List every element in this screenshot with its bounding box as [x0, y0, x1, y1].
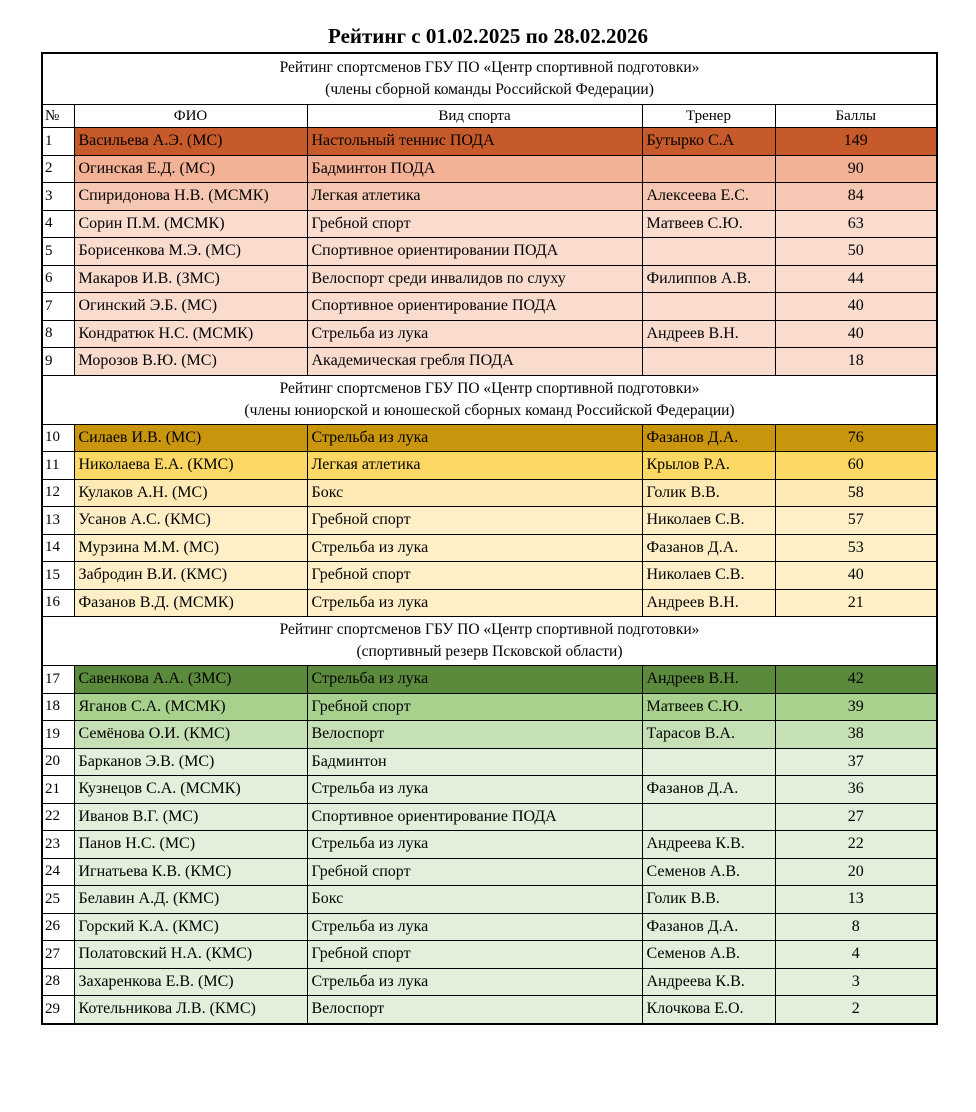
sport-name: Стрельба из лука	[307, 831, 642, 859]
sport-name: Велоспорт	[307, 996, 642, 1024]
column-header-row	[42, 105, 937, 128]
table-row	[42, 424, 937, 452]
points-value: 38	[775, 721, 937, 749]
coach-name: Голик В.В.	[642, 886, 775, 914]
sport-name: Академическая гребля ПОДА	[307, 348, 642, 376]
section-header	[42, 617, 937, 666]
sport-name: Бокс	[307, 479, 642, 507]
page-title: Рейтинг с 01.02.2025 по 28.02.2026	[328, 24, 648, 48]
table-row	[42, 479, 937, 507]
points-value: 149	[775, 128, 937, 156]
points-value: 90	[775, 155, 937, 183]
points-value: 63	[775, 210, 937, 238]
sport-name: Бадминтон ПОДА	[307, 155, 642, 183]
row-number: 8	[42, 320, 74, 348]
table-row	[42, 748, 937, 776]
sport-name: Стрельба из лука	[307, 534, 642, 562]
coach-name	[642, 155, 775, 183]
table-row	[42, 803, 937, 831]
coach-name: Алексеева Е.С.	[642, 183, 775, 211]
sport-name: Гребной спорт	[307, 562, 642, 590]
athlete-name: Полатовский Н.А. (КМС)	[74, 941, 307, 969]
athlete-name: Горский К.А. (КМС)	[74, 913, 307, 941]
coach-name	[642, 293, 775, 321]
section-header-cell	[42, 375, 937, 424]
rating-table-body	[42, 53, 937, 1024]
points-value: 44	[775, 265, 937, 293]
points-value: 40	[775, 320, 937, 348]
points-value: 60	[775, 452, 937, 480]
table-row	[42, 348, 937, 376]
row-number: 9	[42, 348, 74, 376]
sport-name: Стрельба из лука	[307, 666, 642, 694]
table-row	[42, 452, 937, 480]
coach-name: Николаев С.В.	[642, 562, 775, 590]
athlete-name: Спиридонова Н.В. (МСМК)	[74, 183, 307, 211]
row-number: 19	[42, 721, 74, 749]
athlete-name: Макаров И.В. (ЗМС)	[74, 265, 307, 293]
section-title: Рейтинг спортсменов ГБУ ПО «Центр спортивной подготовки»	[279, 59, 700, 76]
points-value: 40	[775, 293, 937, 321]
athlete-name: Захаренкова Е.В. (МС)	[74, 968, 307, 996]
row-number: 13	[42, 507, 74, 535]
section-subtitle: (члены юниорской и юношеской сборных команд Российской Федерации)	[244, 401, 735, 419]
athlete-name: Усанов А.С. (КМС)	[74, 507, 307, 535]
table-row	[42, 831, 937, 859]
athlete-name: Огинская Е.Д. (МС)	[74, 155, 307, 183]
row-number: 5	[42, 238, 74, 266]
table-row	[42, 183, 937, 211]
athlete-name: Яганов С.А. (МСМК)	[74, 693, 307, 721]
athlete-name: Фазанов В.Д. (МСМК)	[74, 589, 307, 617]
coach-name: Клочкова Е.О.	[642, 996, 775, 1024]
coach-name: Николаев С.В.	[642, 507, 775, 535]
row-number: 27	[42, 941, 74, 969]
rating-table	[41, 52, 938, 1025]
row-number: 29	[42, 996, 74, 1024]
column-header-coach: Тренер	[642, 105, 775, 128]
column-header-sport: Вид спорта	[307, 105, 642, 128]
athlete-name: Семёнова О.И. (КМС)	[74, 721, 307, 749]
table-row	[42, 210, 937, 238]
column-header-points: Баллы	[775, 105, 937, 128]
points-value: 84	[775, 183, 937, 211]
section-title: Рейтинг спортсменов ГБУ ПО «Центр спортивной подготовки»	[279, 379, 700, 397]
table-row	[42, 693, 937, 721]
athlete-name: Забродин В.И. (КМС)	[74, 562, 307, 590]
sport-name: Стрельба из лука	[307, 589, 642, 617]
row-number: 12	[42, 479, 74, 507]
points-value: 42	[775, 666, 937, 694]
table-row	[42, 589, 937, 617]
athlete-name: Николаева Е.А. (КМС)	[74, 452, 307, 480]
athlete-name: Панов Н.С. (МС)	[74, 831, 307, 859]
coach-name: Андреев В.Н.	[642, 320, 775, 348]
points-value: 21	[775, 589, 937, 617]
coach-name: Фазанов Д.А.	[642, 534, 775, 562]
sport-name: Велоспорт среди инвалидов по слуху	[307, 265, 642, 293]
row-number: 23	[42, 831, 74, 859]
points-value: 22	[775, 831, 937, 859]
athlete-name: Иванов В.Г. (МС)	[74, 803, 307, 831]
athlete-name: Морозов В.Ю. (МС)	[74, 348, 307, 376]
coach-name: Андреев В.Н.	[642, 666, 775, 694]
points-value: 4	[775, 941, 937, 969]
sport-name: Гребной спорт	[307, 210, 642, 238]
coach-name: Андреев В.Н.	[642, 589, 775, 617]
row-number: 6	[42, 265, 74, 293]
table-row	[42, 128, 937, 156]
table-row	[42, 320, 937, 348]
sport-name: Гребной спорт	[307, 693, 642, 721]
table-row	[42, 265, 937, 293]
sport-name: Спортивное ориентирование ПОДА	[307, 293, 642, 321]
athlete-name: Савенкова А.А. (ЗМС)	[74, 666, 307, 694]
row-number: 26	[42, 913, 74, 941]
sport-name: Стрельба из лука	[307, 776, 642, 804]
coach-name: Бутырко С.А	[642, 128, 775, 156]
athlete-name: Игнатьева К.В. (КМС)	[74, 858, 307, 886]
sport-name: Стрельба из лука	[307, 424, 642, 452]
sport-name: Гребной спорт	[307, 507, 642, 535]
section-header	[42, 375, 937, 424]
section-title: Рейтинг спортсменов ГБУ ПО «Центр спортивной подготовки»	[279, 621, 700, 638]
athlete-name: Котельникова Л.В. (КМС)	[74, 996, 307, 1024]
row-number: 14	[42, 534, 74, 562]
coach-name	[642, 748, 775, 776]
coach-name: Крылов Р.А.	[642, 452, 775, 480]
points-value: 13	[775, 886, 937, 914]
row-number: 11	[42, 452, 74, 480]
table-row	[42, 721, 937, 749]
coach-name: Андреева К.В.	[642, 968, 775, 996]
coach-name	[642, 803, 775, 831]
row-number: 3	[42, 183, 74, 211]
coach-name: Фазанов Д.А.	[642, 776, 775, 804]
sport-name: Стрельба из лука	[307, 968, 642, 996]
points-value: 76	[775, 424, 937, 452]
sport-name: Бадминтон	[307, 748, 642, 776]
points-value: 20	[775, 858, 937, 886]
athlete-name: Кондратюк Н.С. (МСМК)	[74, 320, 307, 348]
points-value: 58	[775, 479, 937, 507]
athlete-name: Кузнецов С.А. (МСМК)	[74, 776, 307, 804]
row-number: 2	[42, 155, 74, 183]
points-value: 8	[775, 913, 937, 941]
row-number: 15	[42, 562, 74, 590]
table-row	[42, 886, 937, 914]
athlete-name: Сорин П.М. (МСМК)	[74, 210, 307, 238]
table-row	[42, 776, 937, 804]
athlete-name: Борисенкова М.Э. (МС)	[74, 238, 307, 266]
sport-name: Настольный теннис ПОДА	[307, 128, 642, 156]
section-subtitle: (спортивный резерв Псковской области)	[356, 643, 623, 660]
row-number: 16	[42, 589, 74, 617]
coach-name	[642, 348, 775, 376]
row-number: 18	[42, 693, 74, 721]
row-number: 28	[42, 968, 74, 996]
coach-name: Андреева К.В.	[642, 831, 775, 859]
row-number: 24	[42, 858, 74, 886]
sport-name: Легкая атлетика	[307, 183, 642, 211]
sport-name: Спортивное ориентирование ПОДА	[307, 803, 642, 831]
points-value: 40	[775, 562, 937, 590]
coach-name	[642, 238, 775, 266]
athlete-name: Кулаков А.Н. (МС)	[74, 479, 307, 507]
column-header-name: ФИО	[74, 105, 307, 128]
coach-name: Матвеев С.Ю.	[642, 693, 775, 721]
sport-name: Бокс	[307, 886, 642, 914]
athlete-name: Барканов Э.В. (МС)	[74, 748, 307, 776]
coach-name: Фазанов Д.А.	[642, 913, 775, 941]
points-value: 18	[775, 348, 937, 376]
section-header	[42, 53, 937, 105]
row-number: 7	[42, 293, 74, 321]
table-row	[42, 968, 937, 996]
points-value: 39	[775, 693, 937, 721]
points-value: 53	[775, 534, 937, 562]
table-row	[42, 534, 937, 562]
points-value: 2	[775, 996, 937, 1024]
row-number: 1	[42, 128, 74, 156]
row-number: 22	[42, 803, 74, 831]
points-value: 36	[775, 776, 937, 804]
athlete-name: Мурзина М.М. (МС)	[74, 534, 307, 562]
table-row	[42, 238, 937, 266]
table-row	[42, 562, 937, 590]
athlete-name: Огинский Э.Б. (МС)	[74, 293, 307, 321]
points-value: 50	[775, 238, 937, 266]
table-row	[42, 913, 937, 941]
sport-name: Гребной спорт	[307, 941, 642, 969]
coach-name: Фазанов Д.А.	[642, 424, 775, 452]
row-number: 4	[42, 210, 74, 238]
coach-name: Матвеев С.Ю.	[642, 210, 775, 238]
points-value: 57	[775, 507, 937, 535]
points-value: 27	[775, 803, 937, 831]
sport-name: Стрельба из лука	[307, 913, 642, 941]
table-row	[42, 293, 937, 321]
sport-name: Велоспорт	[307, 721, 642, 749]
athlete-name: Васильева А.Э. (МС)	[74, 128, 307, 156]
coach-name: Семенов А.В.	[642, 858, 775, 886]
athlete-name: Силаев И.В. (МС)	[74, 424, 307, 452]
athlete-name: Белавин А.Д. (КМС)	[74, 886, 307, 914]
coach-name: Тарасов В.А.	[642, 721, 775, 749]
sport-name: Легкая атлетика	[307, 452, 642, 480]
sport-name: Стрельба из лука	[307, 320, 642, 348]
row-number: 17	[42, 666, 74, 694]
section-subtitle: (члены сборной команды Российской Федерации)	[325, 81, 654, 98]
section-header-cell	[42, 617, 937, 666]
column-header-num: №	[42, 105, 74, 128]
table-row	[42, 507, 937, 535]
row-number: 25	[42, 886, 74, 914]
row-number: 10	[42, 424, 74, 452]
table-row	[42, 996, 937, 1024]
row-number: 20	[42, 748, 74, 776]
section-header-cell	[42, 53, 937, 105]
table-row	[42, 941, 937, 969]
table-row	[42, 155, 937, 183]
points-value: 37	[775, 748, 937, 776]
coach-name: Филиппов А.В.	[642, 265, 775, 293]
coach-name: Голик В.В.	[642, 479, 775, 507]
sport-name: Гребной спорт	[307, 858, 642, 886]
row-number: 21	[42, 776, 74, 804]
table-row	[42, 858, 937, 886]
sport-name: Спортивное ориентировании ПОДА	[307, 238, 642, 266]
coach-name: Семенов А.В.	[642, 941, 775, 969]
table-row	[42, 666, 937, 694]
points-value: 3	[775, 968, 937, 996]
